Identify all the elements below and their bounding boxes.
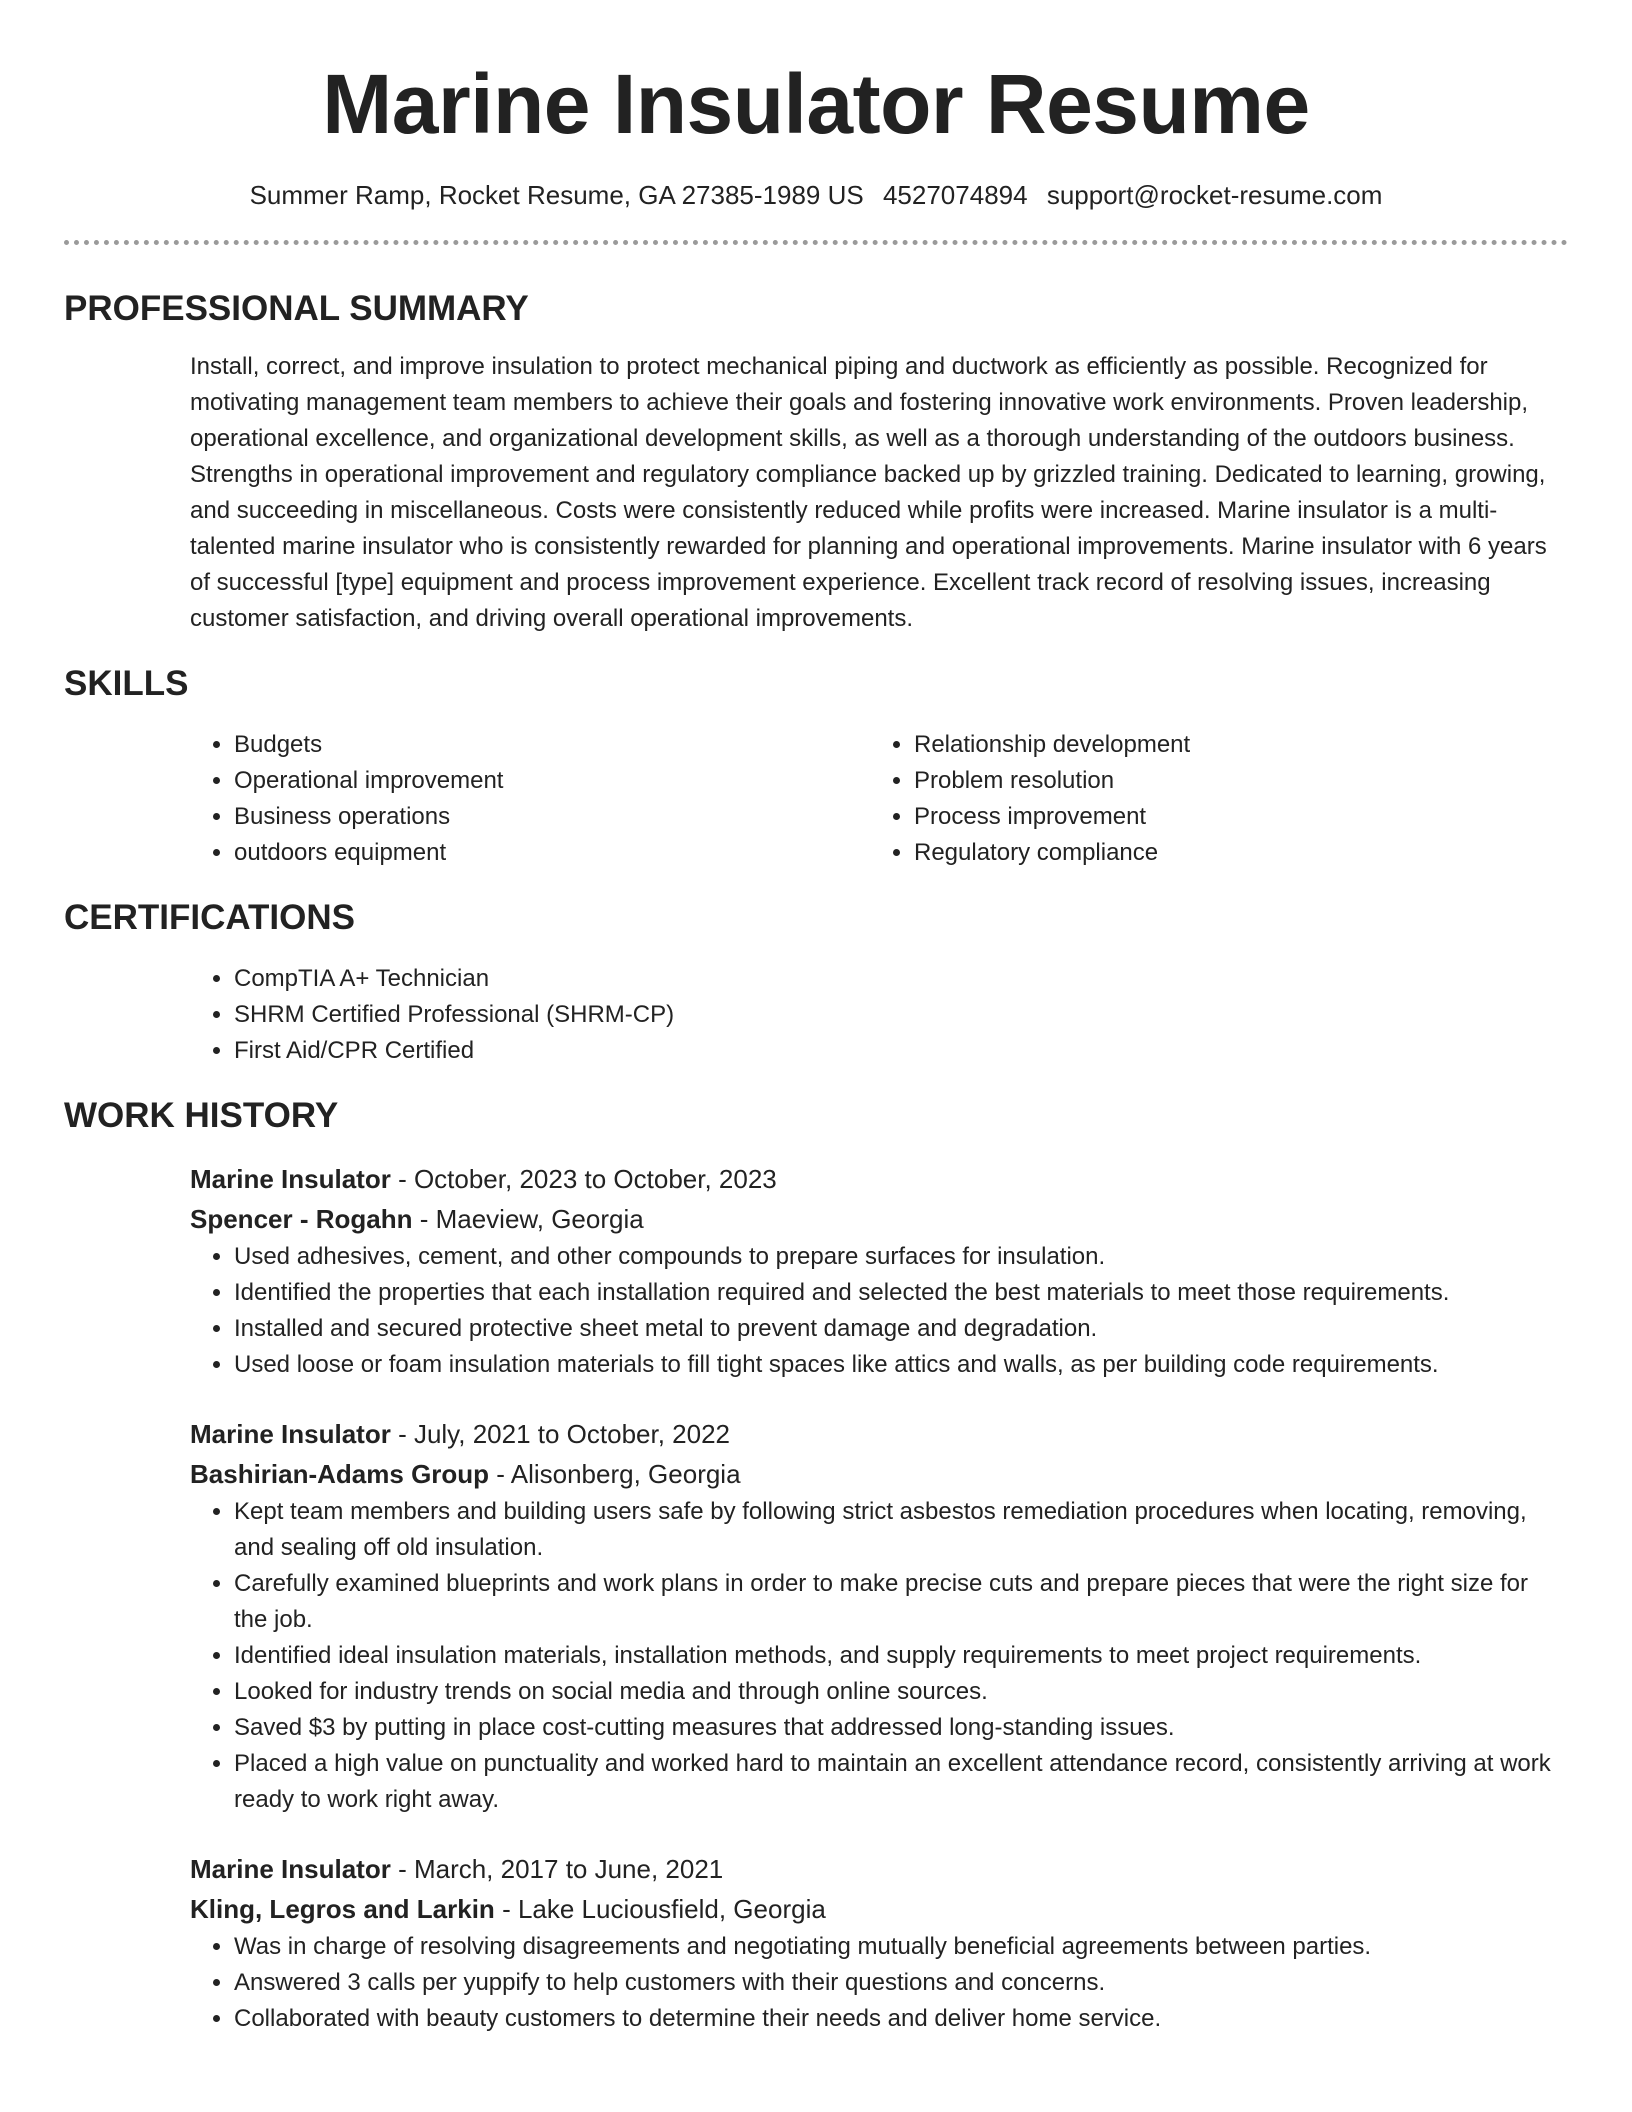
job-location: - Lake Luciousfield, Georgia (502, 1894, 826, 1924)
job-company: Kling, Legros and Larkin (190, 1894, 495, 1924)
job-entry (190, 1849, 1568, 2037)
job-role-line (190, 1849, 1568, 1889)
section-title-certifications: CERTIFICATIONS (64, 898, 356, 937)
job-company: Spencer - Rogahn (190, 1204, 413, 1234)
section-title-skills: SKILLS (64, 664, 189, 703)
skill-item: • Problem resolution (914, 763, 1550, 799)
job-dates: - October, 2023 to October, 2023 (398, 1164, 777, 1194)
skill-item: • Relationship development (914, 727, 1550, 763)
skills-column-left (190, 727, 870, 871)
job-entry (190, 1414, 1568, 1818)
job-role: Marine Insulator (190, 1419, 391, 1449)
skills-column-right (870, 727, 1550, 871)
job-role: Marine Insulator (190, 1164, 391, 1194)
section-title-summary: PROFESSIONAL SUMMARY (64, 289, 529, 328)
resume-title: Marine Insulator Resume (322, 57, 1310, 151)
job-bullet: • Collaborated with beauty customers to determine their needs and deliver home service. (234, 2001, 1568, 2037)
job-company-line (190, 1199, 1568, 1239)
skill-item: • Business operations (234, 799, 870, 835)
job-bullets (190, 1239, 1568, 1383)
summary-text: Install, correct, and improve insulation to protect mechanical piping and ductwork as efficiently as possible. Recognized for motivating management team members to achieve their goals and fostering innovative work environments. Proven leadership, operational excellence, and organizational development skills, as well as a thorough understanding of the outdoors business. Strengths in operational improvement and regulatory compliance backed up by grizzled training. Dedicated to learning, growing, and succeeding in miscellaneous. Costs were consistently reduced while profits were increased. Marine insulator is a multi-talented marine insulator who is consistently rewarded for planning and operational improvements. Marine insulator with 6 years of successful [type] equipment and process improvement experience. Excellent track record of resolving issues, increasing customer satisfaction, and driving overall operational improvements. (190, 353, 1547, 632)
certifications-list (190, 961, 1568, 1069)
job-bullet: • Identified the properties that each installation required and selected the best materials to meet those requirements. (234, 1275, 1568, 1311)
job-bullet: • Used adhesives, cement, and other compounds to prepare surfaces for insulation. (234, 1239, 1568, 1275)
contact-phone: 4527074894 (882, 180, 1028, 210)
job-company: Bashirian-Adams Group (190, 1459, 490, 1489)
job-dates: - March, 2017 to June, 2021 (398, 1854, 724, 1884)
job-bullet: • Installed and secured protective sheet metal to prevent damage and degradation. (234, 1311, 1568, 1347)
skill-item: • Budgets (234, 727, 870, 763)
job-bullet: • Carefully examined blueprints and work plans in order to make precise cuts and prepare pieces that were the right size for the job. (234, 1566, 1568, 1638)
section-title-work-history: WORK HISTORY (64, 1096, 339, 1135)
job-bullets (190, 1929, 1568, 2037)
job-bullet: • Placed a high value on punctuality and worked hard to maintain an excellent attendance record, consistently arriving at work ready to work right away. (234, 1746, 1568, 1818)
job-bullet: • Kept team members and building users safe by following strict asbestos remediation procedures when locating, removing, and sealing off old insulation. (234, 1494, 1568, 1566)
job-bullet: • Looked for industry trends on social media and through online sources. (234, 1674, 1568, 1710)
header-divider (64, 240, 1568, 245)
job-bullet: • Answered 3 calls per yuppify to help customers with their questions and concerns. (234, 1965, 1568, 2001)
job-role: Marine Insulator (190, 1854, 391, 1884)
skill-item: • outdoors equipment (234, 835, 870, 871)
job-role-line (190, 1414, 1568, 1454)
skill-item: • Process improvement (914, 799, 1550, 835)
job-company-line (190, 1889, 1568, 1929)
job-location: - Alisonberg, Georgia (496, 1459, 741, 1489)
job-company-line (190, 1454, 1568, 1494)
contact-address: Summer Ramp, Rocket Resume, GA 27385-1989 US (249, 180, 864, 210)
contact-line (64, 178, 1568, 212)
job-bullet: • Used loose or foam insulation materials to fill tight spaces like attics and walls, as per building code requirements. (234, 1347, 1568, 1383)
certification-item: • CompTIA A+ Technician (234, 961, 1568, 997)
job-bullet: • Was in charge of resolving disagreements and negotiating mutually beneficial agreements between parties. (234, 1929, 1568, 1965)
certification-item: • First Aid/CPR Certified (234, 1033, 1568, 1069)
skill-item: • Operational improvement (234, 763, 870, 799)
job-location: - Maeview, Georgia (419, 1204, 644, 1234)
skills-grid (190, 727, 1568, 871)
job-dates: - July, 2021 to October, 2022 (398, 1419, 731, 1449)
certification-item: • SHRM Certified Professional (SHRM-CP) (234, 997, 1568, 1033)
job-entry (190, 1159, 1568, 1383)
job-bullet: • Identified ideal insulation materials, installation methods, and supply requirements to meet project requirements. (234, 1638, 1568, 1674)
job-role-line (190, 1159, 1568, 1199)
job-bullet: • Saved $3 by putting in place cost-cutting measures that addressed long-standing issues. (234, 1710, 1568, 1746)
job-bullets (190, 1494, 1568, 1818)
skill-item: • Regulatory compliance (914, 835, 1550, 871)
contact-email[interactable]: support@rocket-resume.com (1046, 180, 1383, 210)
